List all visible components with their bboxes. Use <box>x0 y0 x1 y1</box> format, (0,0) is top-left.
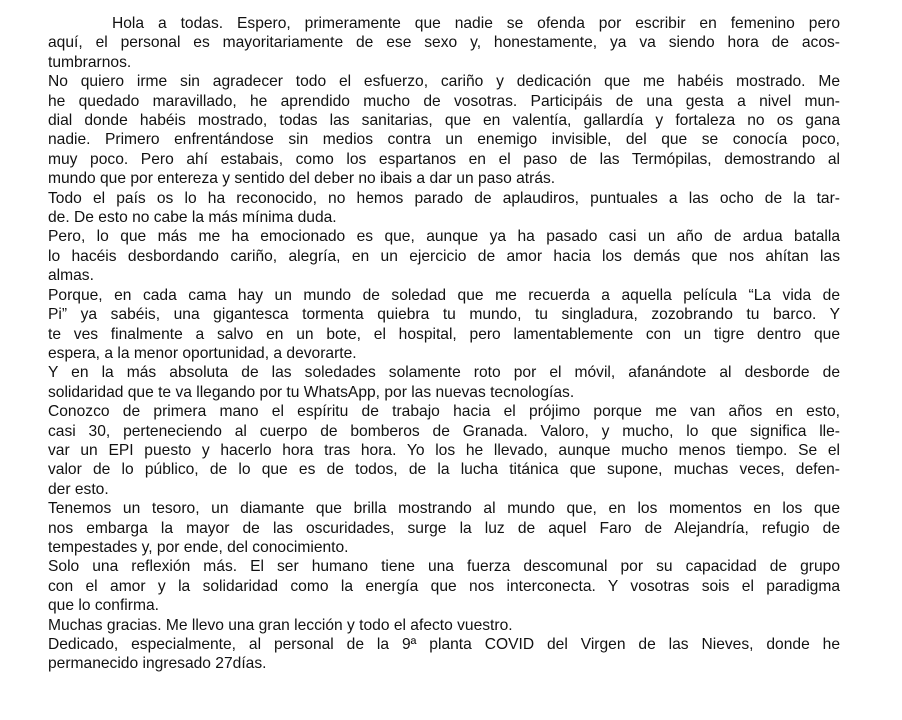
paragraph <box>48 227 840 285</box>
paragraph-line: der esto. <box>48 480 109 498</box>
paragraph <box>48 635 840 674</box>
paragraph-line: tumbrarnos. <box>48 53 132 71</box>
paragraph-line: he quedado maravillado, he aprendido mucho de vosotras. Participáis de una gesta a nivel mun- <box>48 92 840 110</box>
paragraph-line: aquí, el personal es mayoritariamente de ese sexo y, honestamente, ya va siendo hora de acos- <box>48 34 840 52</box>
paragraph-line: nadie. Primero enfrentándose sin medios contra un enemigo invisible, del que se conocía poco, <box>48 131 840 149</box>
paragraph-line: Pi” ya sabéis, una gigantesca tormenta quiebra tu mundo, tu singladura, zozobrando tu barco. Y <box>48 306 840 324</box>
paragraph-line: te ves finalmente a salvo en un bote, el hospital, pero lamentablemente con un tigre dentro que <box>48 325 840 343</box>
letter-body <box>48 14 840 674</box>
paragraph-line: Dedicado, especialmente, al personal de la 9ª planta COVID del Virgen de las Nieves, donde he <box>48 636 840 653</box>
paragraph-line: No quiero irme sin agradecer todo el esfuerzo, cariño y dedicación que me habéis mostrado. Me <box>48 73 840 91</box>
paragraph-line: dial donde habéis mostrado, todas las sanitarias, que en valentía, gallardía y fortaleza no os gana <box>48 112 840 130</box>
paragraph <box>48 189 840 228</box>
paragraph-line: Porque, en cada cama hay un mundo de soledad que me recuerda a aquella película “La vida de <box>48 286 840 304</box>
paragraph <box>48 499 840 557</box>
paragraph-line: Solo una reflexión más. El ser humano tiene una fuerza descomunal por su capacidad de grupo <box>48 558 840 576</box>
paragraph-line: Conozco de primera mano el espíritu de trabajo hacia el prójimo porque me van años en esto, <box>48 403 840 421</box>
paragraph-line: Pero, lo que más me ha emocionado es que, aunque ya ha pasado casi un año de ardua batalla <box>48 228 840 246</box>
paragraph-line: Tenemos un tesoro, un diamante que brilla mostrando al mundo que, en los momentos en los que <box>48 500 840 518</box>
paragraph-line: Y en la más absoluta de las soledades solamente roto por el móvil, afanándote al desborde de <box>48 364 840 382</box>
paragraph <box>48 402 840 499</box>
paragraph-line: almas. <box>48 267 94 285</box>
paragraph <box>48 557 840 615</box>
paragraph <box>48 286 840 364</box>
paragraph-line: Todo el país os lo ha reconocido, no hemos parado de aplaudiros, puntuales a las ocho de la tar- <box>48 189 840 207</box>
paragraph-line: valor de lo público, de lo que es de todos, de la lucha titánica que supone, muchas veces, defen- <box>48 461 840 479</box>
paragraph <box>48 616 840 635</box>
paragraph-line: espera, a la menor oportunidad, a devorarte. <box>48 344 357 362</box>
paragraph-line: de. De esto no cabe la más mínima duda. <box>48 209 337 227</box>
paragraph <box>48 72 840 188</box>
paragraph-line: Hola a todas. Espero, primeramente que nadie se ofenda por escribir en femenino pero <box>112 15 840 32</box>
paragraph-line: Muchas gracias. Me llevo una gran lección y todo el afecto vuestro. <box>48 616 513 634</box>
paragraph-line: muy poco. Pero ahí estabais, como los espartanos en el paso de las Termópilas, demostrando al <box>48 150 840 168</box>
paragraph-line: mundo que por entereza y sentido del deber no ibais a dar un paso atrás. <box>48 170 556 188</box>
paragraph-line: tempestades y, por ende, del conocimiento. <box>48 538 349 556</box>
paragraph-line: nos embarga la mayor de las oscuridades, surge la luz de aquel Faro de Alejandría, refugio de <box>48 519 840 537</box>
paragraph-line: var un EPI puesto y hacerlo hora tras hora. Yo los he llevado, aunque mucho menos tiempo. Se el <box>48 441 840 459</box>
paragraph-line: permanecido ingresado 27días. <box>48 655 267 673</box>
paragraph-line: que lo confirma. <box>48 597 159 615</box>
paragraph-line: solidaridad que te va llegando por tu WhatsApp, por las nuevas tecnologías. <box>48 383 575 401</box>
paragraph <box>48 14 840 72</box>
paragraph-line: con el amor y la solidaridad como la energía que nos interconecta. Y vosotras sois el paradigma <box>48 577 840 595</box>
paragraph-line: casi 30, perteneciendo al cuerpo de bomberos de Granada. Valoro, y mucho, lo que significa lle- <box>48 422 840 440</box>
paragraph-line: lo hacéis desbordando cariño, alegría, en un ejercicio de amor hacia los demás que nos ahítan las <box>48 247 840 265</box>
paragraph <box>48 363 840 402</box>
